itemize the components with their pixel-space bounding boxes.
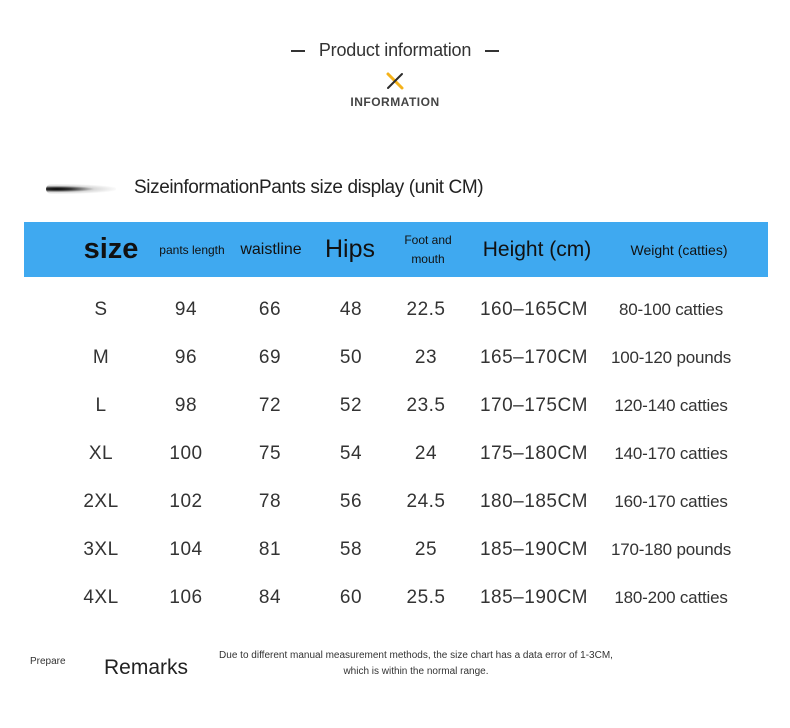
table-row: [24, 334, 768, 382]
remarks-footer: [0, 640, 790, 690]
cell-waistline: 75: [258, 443, 282, 464]
col-hips: Hips: [324, 235, 375, 263]
cell-weight: 160-170 catties: [614, 492, 728, 511]
cell-pants-length: 98: [174, 395, 198, 416]
cell-pants-length: 94: [174, 299, 198, 320]
cell-waistline: 78: [258, 491, 282, 512]
col-weight: Weight (catties): [630, 241, 728, 258]
cell-waistline: 69: [258, 347, 282, 368]
cell-weight: 170-180 pounds: [610, 540, 732, 559]
cell-hips: 60: [339, 587, 363, 608]
cell-foot-mouth: 24.5: [406, 491, 446, 512]
cell-size: XL: [88, 443, 114, 464]
right-dash: [485, 50, 499, 52]
cell-hips: 54: [339, 443, 363, 464]
col-foot-and-mouth: Foot and mouth: [404, 232, 452, 266]
cell-size: 4XL: [83, 587, 119, 608]
table-row: [24, 574, 768, 622]
table-header: [24, 222, 768, 277]
cell-size: 2XL: [83, 491, 119, 512]
col-pants-length: pants length: [159, 242, 225, 257]
cell-pants-length: 102: [169, 491, 203, 512]
header-title: Product information: [318, 40, 472, 60]
cell-pants-length: 104: [169, 539, 203, 560]
table-row: [24, 286, 768, 334]
cell-size: L: [95, 395, 107, 416]
cell-height: 185–190CM: [479, 539, 589, 560]
table-row: [24, 382, 768, 430]
cell-waistline: 66: [258, 299, 282, 320]
cross-mark-icon: [385, 71, 405, 91]
prepare-label: Prepare: [30, 656, 66, 667]
cell-height: 170–175CM: [479, 395, 589, 416]
cell-waistline: 72: [258, 395, 282, 416]
table-row: [24, 430, 768, 478]
cell-foot-mouth: 25.5: [406, 587, 446, 608]
cell-foot-mouth: 23.5: [406, 395, 446, 416]
cell-height: 175–180CM: [479, 443, 589, 464]
cell-weight: 80-100 catties: [619, 300, 723, 319]
size-section-heading: [0, 174, 790, 204]
cell-hips: 58: [339, 539, 363, 560]
cell-pants-length: 100: [169, 443, 203, 464]
cell-size: S: [94, 299, 108, 320]
col-waistline: waistline: [240, 240, 302, 258]
cell-pants-length: 106: [169, 587, 203, 608]
cell-waistline: 84: [258, 587, 282, 608]
cell-height: 165–170CM: [479, 347, 589, 368]
col-height: Height (cm): [482, 237, 592, 261]
cell-height: 160–165CM: [479, 299, 589, 320]
table-row: [24, 478, 768, 526]
cell-weight: 120-140 catties: [614, 396, 728, 415]
remarks-note: Due to different manual measurement methods, the size chart has a data error of 1-3CM, which is within the normal range.: [219, 650, 613, 677]
cell-size: 3XL: [83, 539, 119, 560]
cell-foot-mouth: 22.5: [406, 299, 446, 320]
cell-hips: 50: [339, 347, 363, 368]
header-subtitle: INFORMATION: [350, 95, 440, 109]
size-section-title: SizeinformationPants size display (unit CM): [134, 177, 484, 198]
cell-foot-mouth: 24: [414, 443, 438, 464]
cell-weight: 100-120 pounds: [610, 348, 732, 367]
cell-hips: 56: [339, 491, 363, 512]
cell-hips: 48: [339, 299, 363, 320]
cell-foot-mouth: 23: [414, 347, 438, 368]
cell-weight: 180-200 catties: [614, 588, 728, 607]
remarks-label: Remarks: [104, 656, 189, 679]
col-size: size: [83, 233, 139, 265]
left-dash: [291, 50, 305, 52]
brush-stroke-decoration: [46, 184, 116, 194]
cell-pants-length: 96: [174, 347, 198, 368]
cell-size: M: [92, 347, 110, 368]
cell-foot-mouth: 25: [414, 539, 438, 560]
cell-waistline: 81: [258, 539, 282, 560]
cell-hips: 52: [339, 395, 363, 416]
cell-weight: 140-170 catties: [614, 444, 728, 463]
product-info-header: [0, 40, 790, 109]
cell-height: 185–190CM: [479, 587, 589, 608]
cell-height: 180–185CM: [479, 491, 589, 512]
table-row: [24, 526, 768, 574]
